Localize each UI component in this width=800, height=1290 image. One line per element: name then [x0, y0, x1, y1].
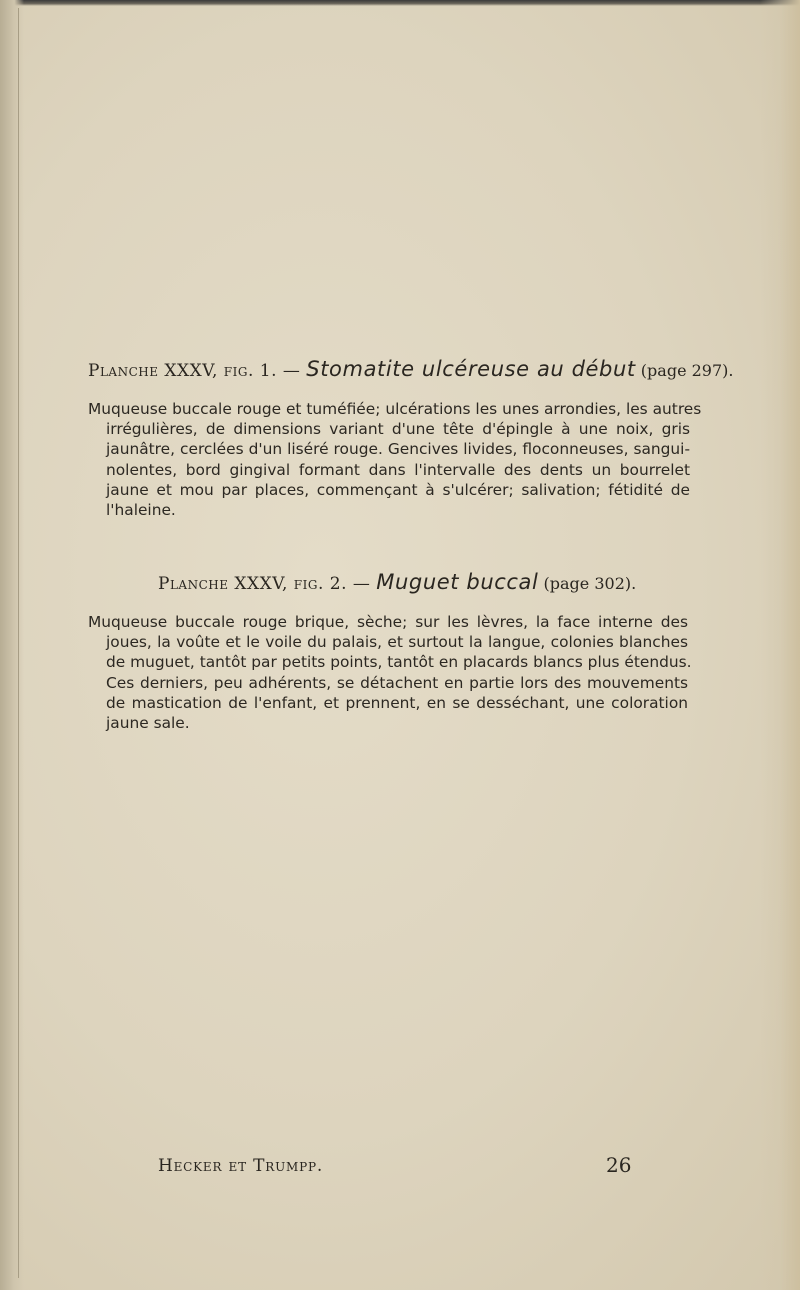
plate-description-fig-1 [88, 399, 702, 520]
plate-description-fig-2 [88, 612, 692, 733]
description-line: Ces derniers, peu adhérents, se détachent en partie lors des mouvements [106, 673, 688, 692]
description-line: joues, la voûte et le voile du palais, et surtout la langue, colonies blanches [106, 633, 688, 652]
page-binding-edge [0, 0, 24, 1290]
plate-title: Stomatite ulcéreuse au début [306, 357, 636, 381]
description-line: Muqueuse buccale rouge brique, sèche; sur les lèvres, la face interne des [88, 613, 688, 631]
description-line: irrégulières, de dimensions variant d'une tête d'épingle à une noix, gris [106, 420, 690, 439]
description-line: Muqueuse buccale rouge et tuméfiée; ulcérations les unes arrondies, les autres [88, 400, 702, 418]
page-reference: (page 302). [538, 574, 637, 593]
footer-authors: Hecker et Trumpp. [158, 1156, 324, 1176]
description-line: de muguet, tantôt par petits points, tantôt en placards blancs plus étendus. [106, 653, 692, 672]
plate-label: Planche XXXV, fig. 1. — [88, 361, 307, 381]
page-top-edge [0, 0, 800, 6]
plate-label: Planche XXXV, fig. 2. — [158, 574, 377, 594]
page-right-edge [760, 0, 800, 1290]
plate-heading-fig-1 [88, 357, 734, 381]
page-reference: (page 297). [635, 361, 734, 380]
description-line: jaune et mou par places, commençant à s'ulcérer; salivation; fétidité de [106, 480, 690, 499]
plate-heading-fig-2 [158, 570, 636, 594]
signature-number: 26 [606, 1153, 632, 1177]
plate-title: Muguet buccal [376, 570, 539, 594]
description-line: jaune sale. [106, 714, 190, 733]
description-line: jaunâtre, cerclées d'un liséré rouge. Gencives livides, floconneuses, sangui- [106, 440, 690, 459]
description-line: l'haleine. [106, 501, 176, 520]
page-binding-line [18, 8, 19, 1278]
description-line: de mastication de l'enfant, et prennent, en se desséchant, une coloration [106, 693, 688, 712]
description-line: nolentes, bord gingival formant dans l'intervalle des dents un bourrelet [106, 460, 690, 479]
